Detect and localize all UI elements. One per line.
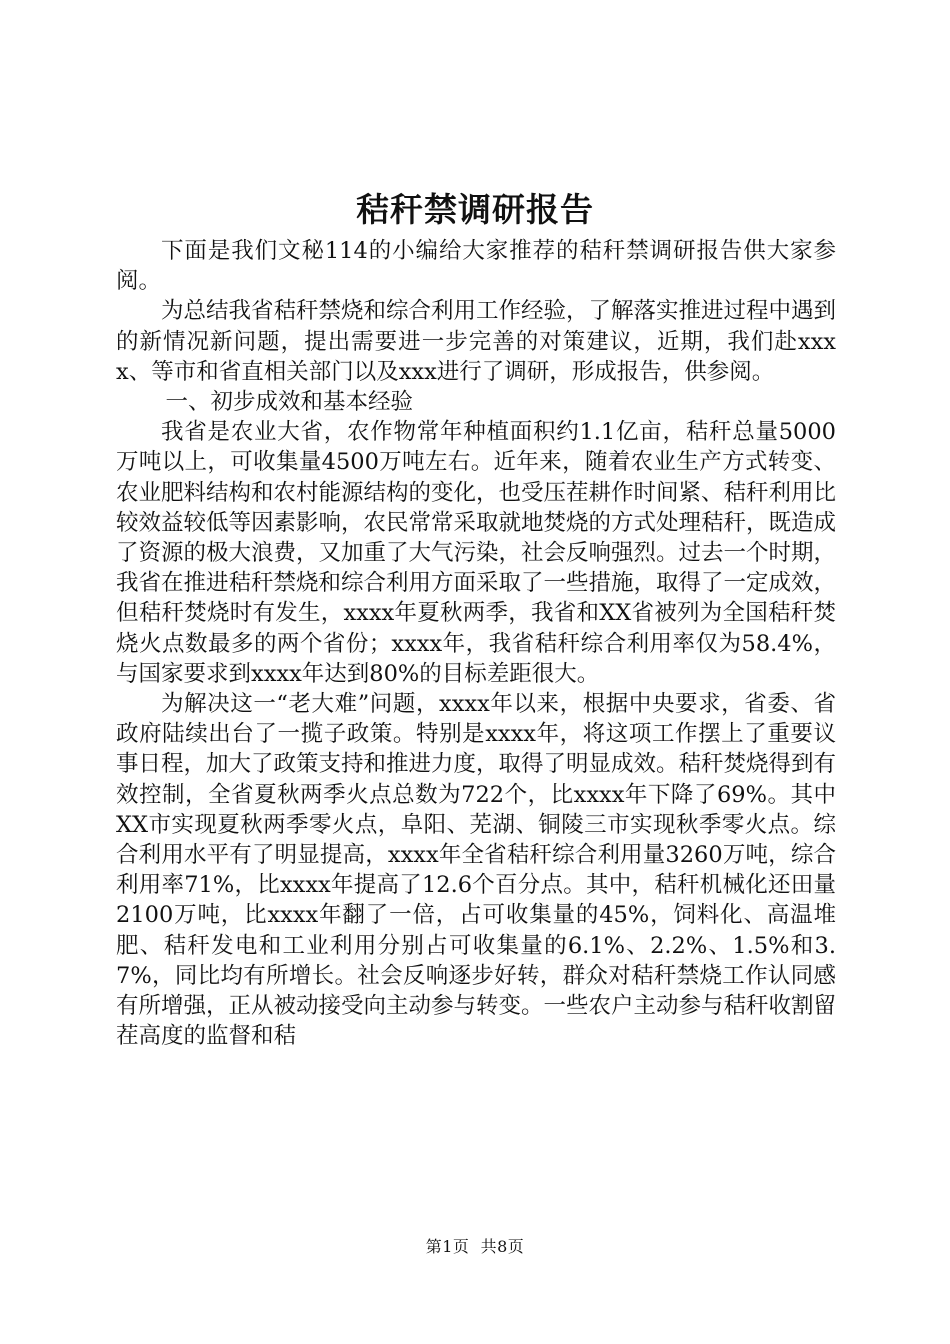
document-body [116, 236, 836, 1051]
page-number-footer: 第1页 共8页 [425, 1237, 525, 1256]
results-paragraph: 为解决这一“老大难”问题，xxxx年以来，根据中央要求，省委、省政府陆续出台了一揽子政策。特别是xxxx年，将这项工作摆上了重要议事日程，加大了政策支持和推进力度，取得了明显成效。秸秆焚烧得到有效控制，全省夏秋两季火点总数为722个，比xxxx年下降了69%。其中XX市实现夏秋两季零火点，阜阳、芜湖、铜陵三市实现秋季零火点。综合利用水平有了明显提高，xxxx年全省秸秆综合利用量3260万吨，综合利用率71%，比xxxx年提高了12.6个百分点。其中，秸秆机械化还田量2100万吨，比xxxx年翻了一倍，占可收集量的45%，饲料化、高温堆肥、秸秆发电和工业利用分别占可收集量的6.1%、2.2%、1.5%和3.7%，同比均有所增长。社会反响逐步好转，群众对秸秆禁烧工作认同感有所增强，正从被动接受向主动参与转变。一些农户主动参与秸秆收割留茬高度的监督和秸 [116, 691, 837, 1050]
document-title: 秸秆禁调研报告 [356, 190, 594, 229]
background-paragraph: 我省是农业大省，农作物常年种植面积约1.1亿亩，秸秆总量5000万吨以上，可收集量4500万吨左右。近年来，随着农业生产方式转变、农业肥料结构和农村能源结构的变化，也受压茬耕作时间紧、秸秆利用比较效益较低等因素影响，农民常常采取就地焚烧的方式处理秸秆，既造成了资源的极大浪费，又加重了大气污染，社会反响强烈。过去一个时期，我省在推进秸秆禁烧和综合利用方面采取了一些措施，取得了一定成效，但秸秆焚烧时有发生，xxxx年夏秋两季，我省和XX省被列为全国秸秆焚烧火点数最多的两个省份；xxxx年，我省秸秆综合利用率仅为58.4%，与国家要求到xxxx年达到80%的目标差距很大。 [116, 419, 837, 687]
section-heading: 一、初步成效和基本经验 [165, 389, 414, 416]
intro-paragraph: 下面是我们文秘114的小编给大家推荐的秸秆禁调研报告供大家参阅。 [116, 238, 836, 295]
purpose-paragraph: 为总结我省秸秆禁烧和综合利用工作经验，了解落实推进过程中遇到的新情况新问题，提出需要进一步完善的对策建议，近期，我们赴xxxx、等市和省直相关部门以及xxx进行了调研，形成报告，供参阅。 [116, 298, 837, 385]
